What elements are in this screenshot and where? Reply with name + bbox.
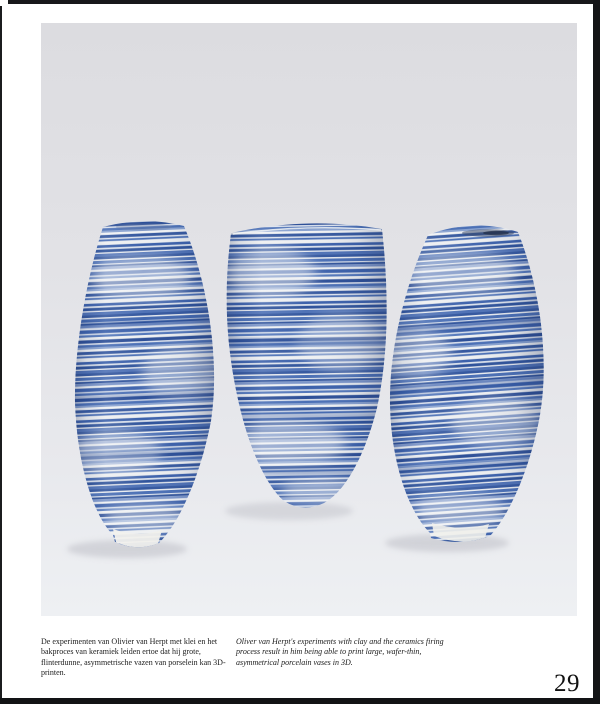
scan-border-top — [8, 0, 600, 4]
vase-left — [43, 189, 259, 577]
caption-dutch: De experimenten van Olivier van Herpt met klei en het bakproces van keramiek leiden ertoe dat hij grote, flinterdunne, asymmetrische vazen van porselein kan 3D-printen. — [41, 637, 226, 677]
vases-illustration — [41, 23, 577, 616]
vases-photo — [41, 23, 577, 616]
vase-right — [353, 191, 577, 575]
page-number: 29 — [554, 670, 580, 697]
scan-border-left — [0, 6, 2, 704]
scan-border-bottom — [0, 698, 600, 704]
scan-border-right — [593, 0, 600, 704]
vase-middle — [198, 201, 424, 545]
caption-english: Oliver van Herpt's experiments with clay and the ceramics firing process result in him being able to print large, wafer-thin, asymmetrical porcelain vases in 3D. — [236, 637, 444, 667]
